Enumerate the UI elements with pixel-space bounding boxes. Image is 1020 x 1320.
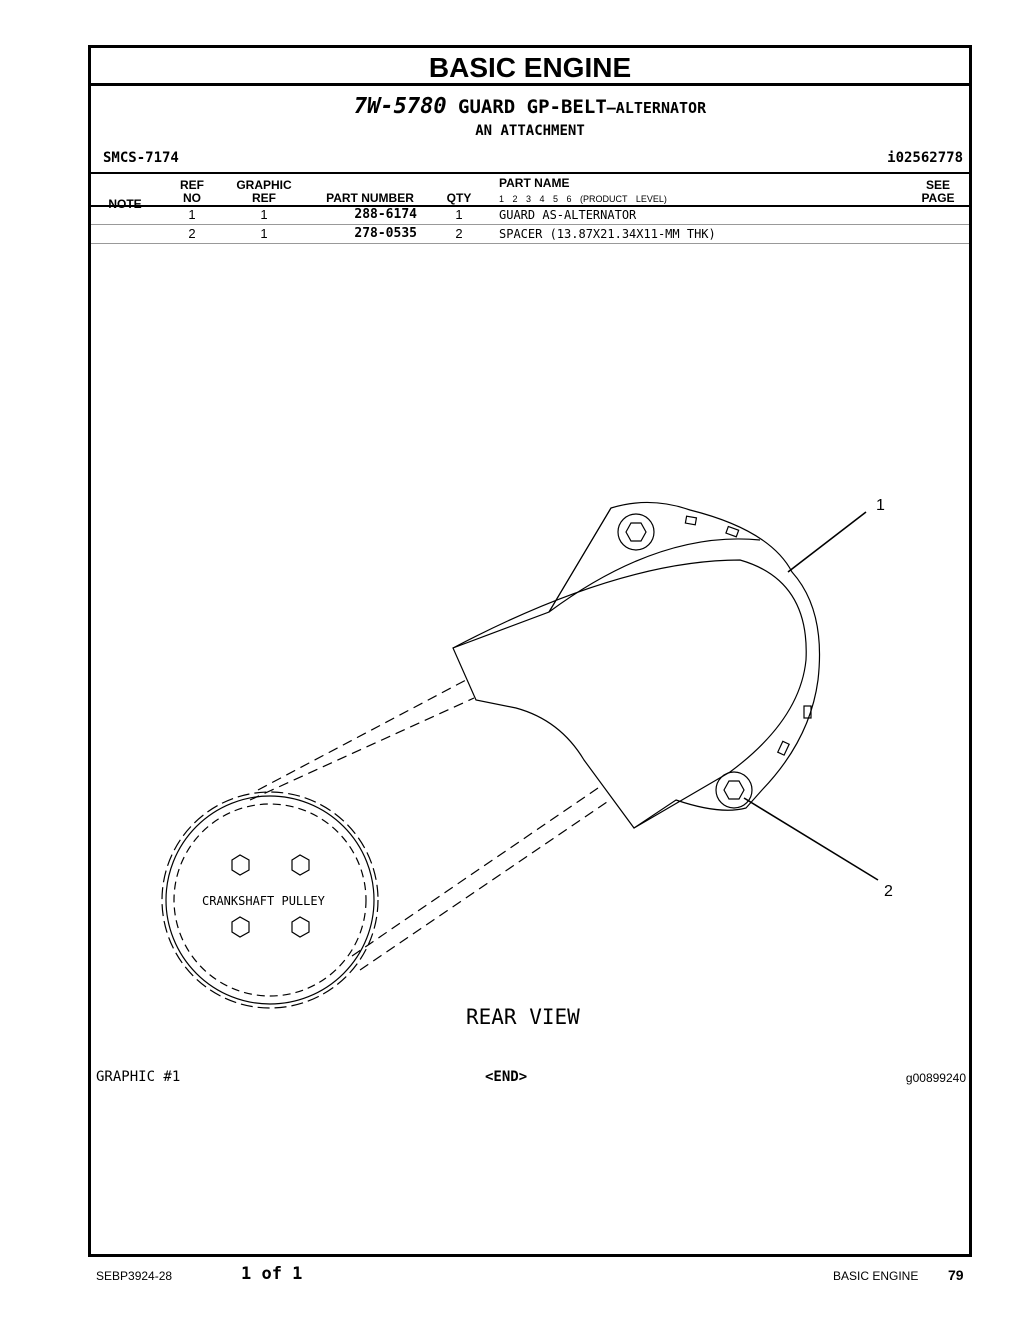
bolt-hex-1 [232,855,249,875]
smcs-code: SMCS-7174 [103,150,179,166]
belt-upper-outer [258,680,466,790]
leader-line-2 [744,798,878,880]
footer-page-of: 1 of 1 [241,1264,303,1284]
belt-upper-inner [250,698,474,800]
subtitle: AN ATTACHMENT [475,123,585,139]
col-see-page-top: SEE [925,178,950,192]
row2-qty: 2 [455,226,463,241]
belt-lower-outer [352,788,598,956]
part-name-title: GUARD GP-BELT [458,96,607,118]
bolt-hex-2 [292,855,309,875]
view-label: REAR VIEW [466,1005,580,1029]
section-title: BASIC ENGINE [91,48,969,86]
callout-1: 1 [876,497,885,514]
col-note: NOTE [108,197,142,211]
row1-part-number: 288-6174 [354,207,417,222]
col-qty: QTY [446,191,472,205]
graphic-label: GRAPHIC #1 [96,1069,181,1085]
guard-body [453,502,820,828]
graphic-id: g00899240 [905,1071,966,1085]
col-graphic-ref-top: GRAPHIC [236,178,292,192]
callout-2: 2 [884,883,893,900]
bolt-hex-4 [292,917,309,937]
part-number-title: 7W-5780 [353,94,447,119]
end-marker: <END> [485,1069,528,1085]
leader-line-1 [788,512,866,572]
row1-part-name: GUARD AS-ALTERNATOR [499,208,637,222]
row2-part-name: SPACER (13.87X21.34X11-MM THK) [499,227,716,241]
part-name-suffix: —ALTERNATOR [606,99,707,117]
col-see-page-bottom: PAGE [921,191,955,205]
row2-graphic-ref: 1 [260,226,268,241]
footer-section: BASIC ENGINE [833,1269,919,1283]
col-part-number: PART NUMBER [326,191,414,205]
row2-ref-no: 2 [188,226,196,241]
col-graphic-ref-bottom: REF [252,191,276,205]
pulley-label: CRANKSHAFT PULLEY [202,894,325,908]
col-ref-no-bottom: NO [183,191,201,205]
row1-ref-no: 1 [188,207,196,222]
illustration-id: i02562778 [887,150,963,166]
footer-page-number: 79 [948,1267,964,1283]
col-product-level: 1 2 3 4 5 6 (PRODUCT LEVEL) [499,194,667,204]
row2-part-number: 278-0535 [354,226,417,241]
row1-graphic-ref: 1 [260,207,268,222]
col-part-name: PART NAME [499,176,570,190]
col-ref-no-top: REF [180,178,204,192]
bolt-hex-3 [232,917,249,937]
footer-doc-number: SEBP3924-28 [96,1269,173,1283]
belt-lower-inner [360,800,610,970]
row1-qty: 1 [455,207,463,222]
